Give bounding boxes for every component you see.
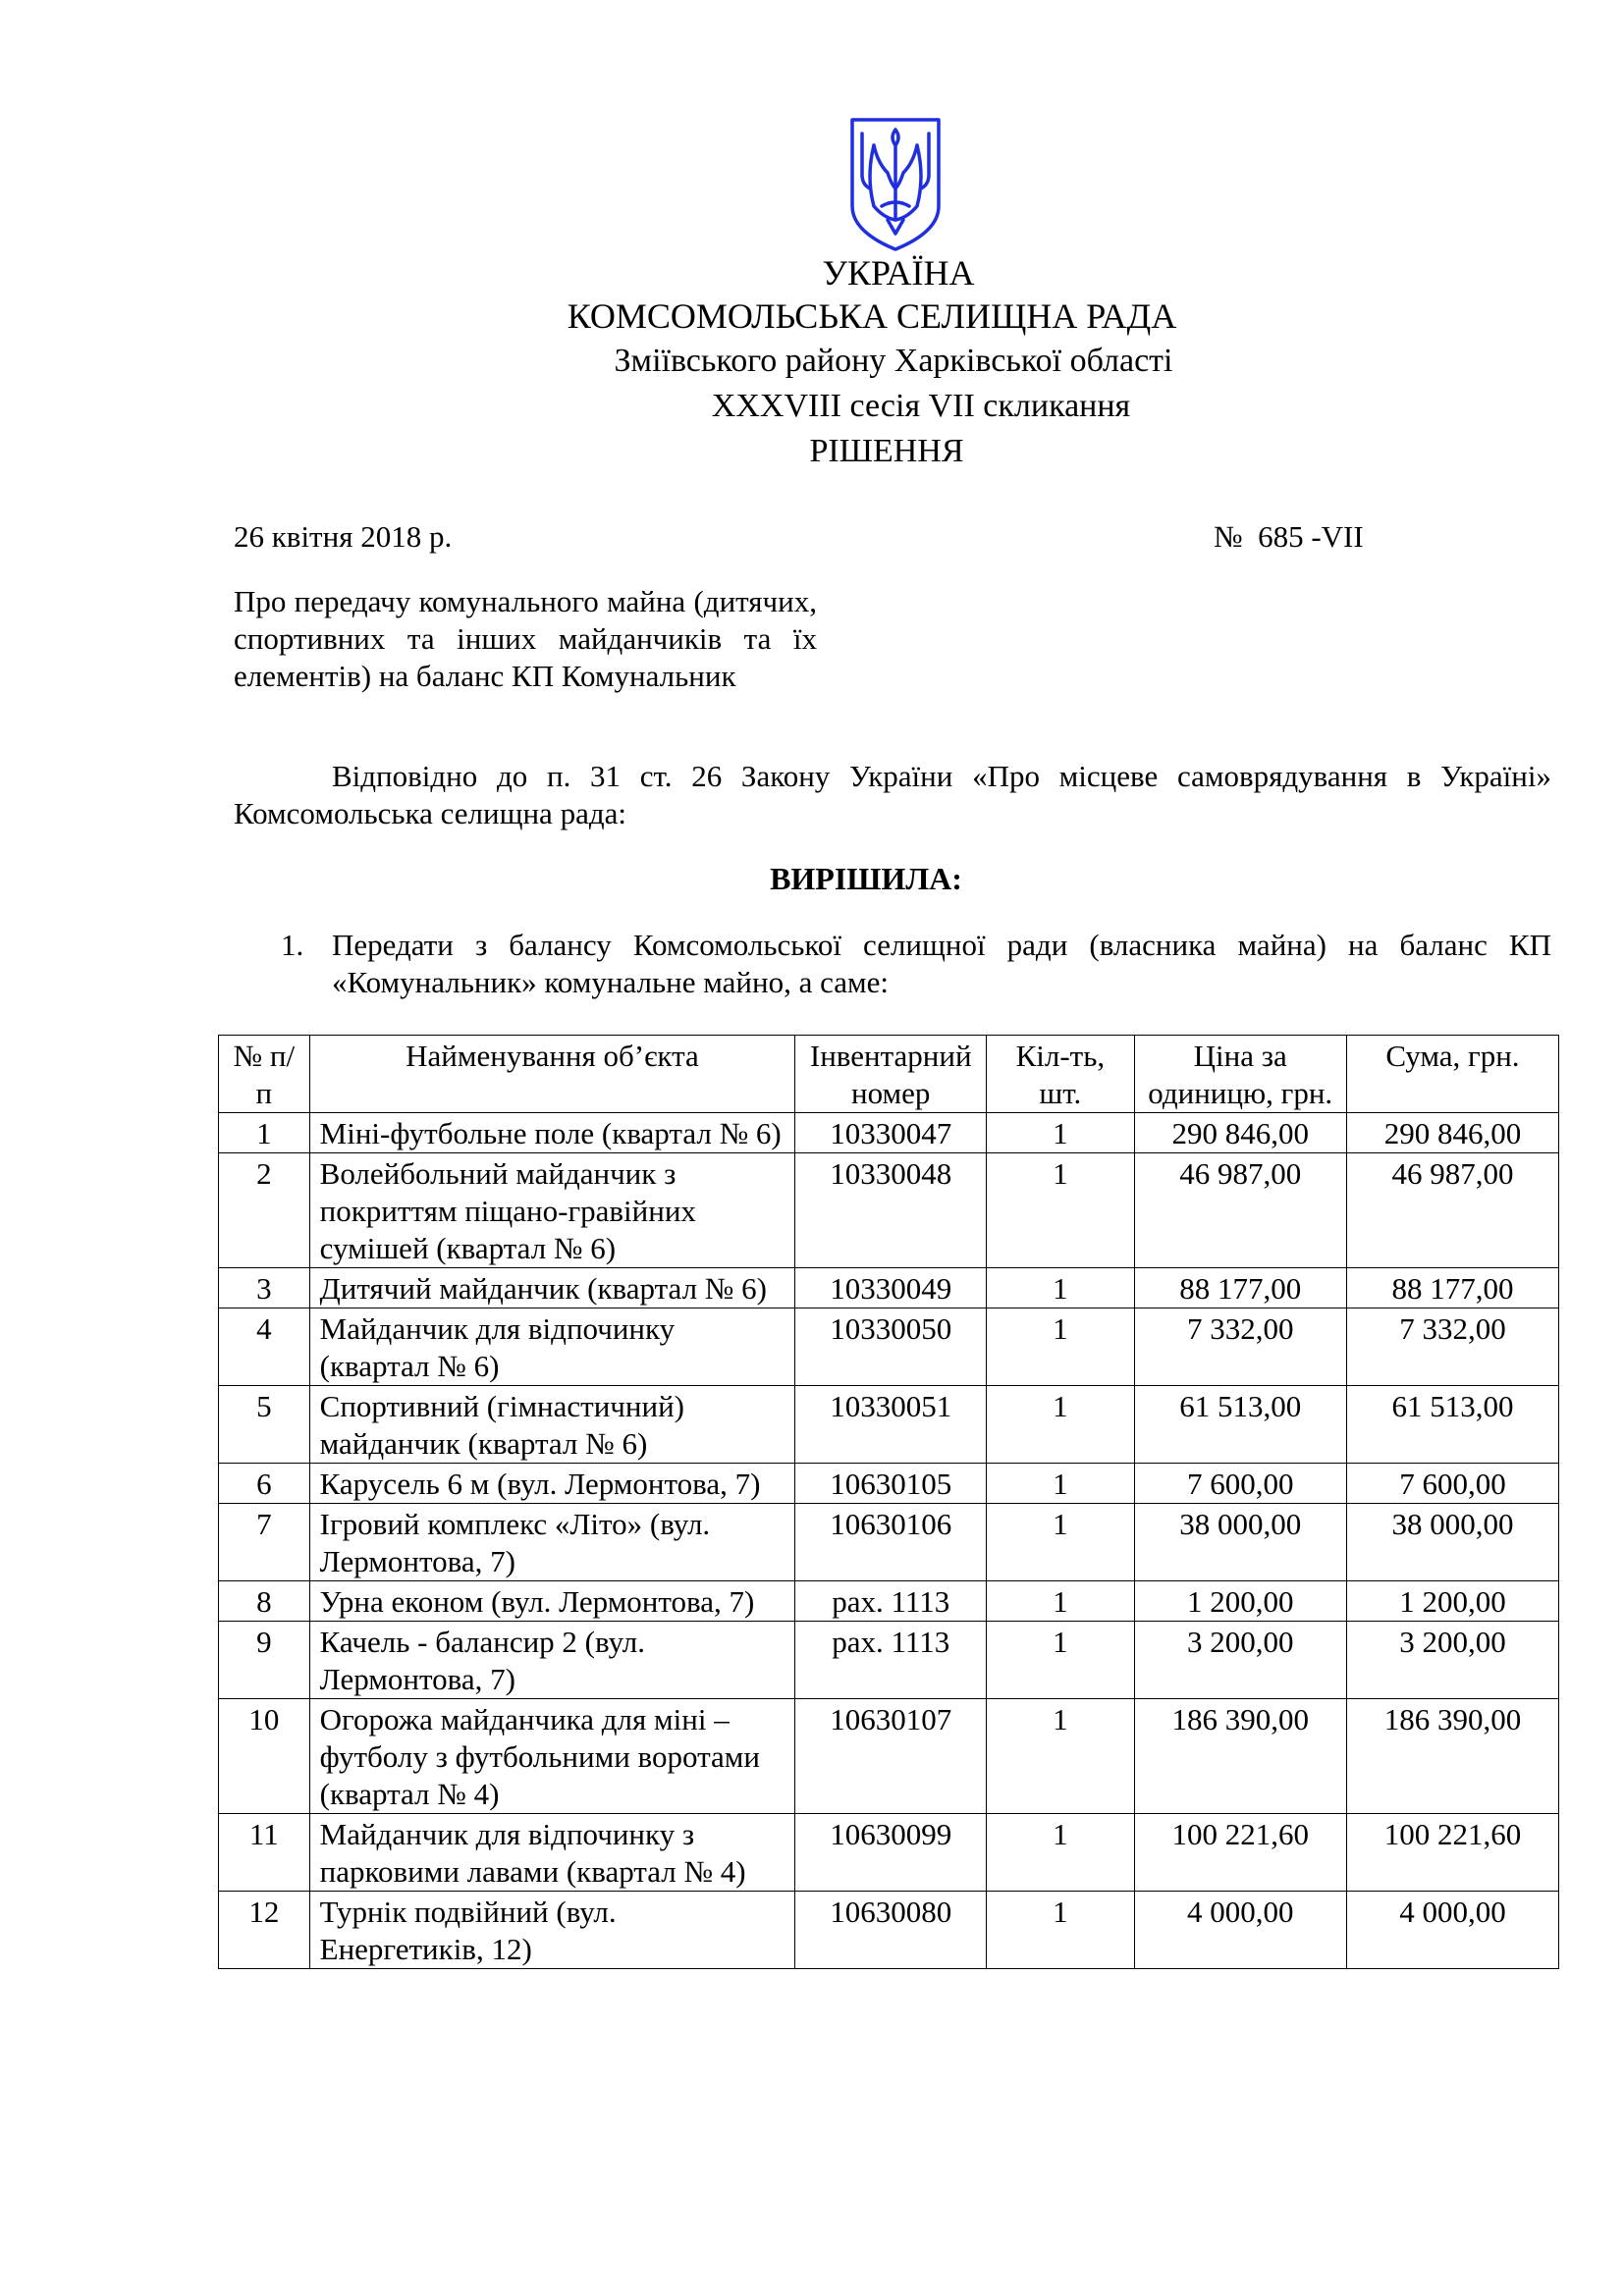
row-name: Карусель 6 м (вул. Лермонтова, 7)	[309, 1464, 795, 1504]
row-inv: 10630106	[795, 1504, 987, 1581]
session-title: XXXVIII сесія VII скликання	[711, 388, 1131, 424]
row-name: Ігровий комплекс «Літо» (вул. Лермонтова, 7)	[309, 1504, 795, 1581]
table-row	[219, 1622, 1559, 1699]
row-num: 4	[219, 1308, 310, 1386]
table-row	[219, 1892, 1559, 1969]
row-sum: 186 390,00	[1346, 1699, 1558, 1814]
row-inv: 10330050	[795, 1308, 987, 1386]
row-num: 12	[219, 1892, 310, 1969]
row-sum: 7 600,00	[1346, 1464, 1558, 1504]
row-qty: 1	[987, 1622, 1134, 1699]
council-title: КОМСОМОЛЬСЬКА СЕЛИЩНА РАДА	[567, 296, 1177, 336]
row-price: 1 200,00	[1134, 1581, 1346, 1622]
row-qty: 1	[987, 1386, 1134, 1464]
row-inv: рах. 1113	[795, 1581, 987, 1622]
row-price: 7 332,00	[1134, 1308, 1346, 1386]
row-price: 290 846,00	[1134, 1113, 1346, 1153]
row-sum: 7 332,00	[1346, 1308, 1558, 1386]
row-qty: 1	[987, 1308, 1134, 1386]
row-num: 8	[219, 1581, 310, 1622]
row-inv: 10630107	[795, 1699, 987, 1814]
decision-number: № 685 -VII	[1214, 519, 1364, 554]
row-price: 4 000,00	[1134, 1892, 1346, 1969]
country-title: УКРАЇНА	[822, 253, 975, 293]
table-row	[219, 1581, 1559, 1622]
table-row	[219, 1386, 1559, 1464]
row-name: Урна економ (вул. Лермонтова, 7)	[309, 1581, 795, 1622]
table-header-row	[219, 1036, 1559, 1113]
row-price: 3 200,00	[1134, 1622, 1346, 1699]
row-name: Спортивний (гімнастичний) майданчик (квартал № 6)	[309, 1386, 795, 1464]
row-name: Турнік подвійний (вул. Енергетиків, 12)	[309, 1892, 795, 1969]
row-qty: 1	[987, 1113, 1134, 1153]
resolution-item-number: 1.	[281, 928, 304, 962]
row-name: Волейбольний майданчик з покриттям піщано-гравійних сумішей (квартал № 6)	[309, 1153, 795, 1268]
row-num: 1	[219, 1113, 310, 1153]
assets-table	[218, 1035, 1559, 1969]
resolved-heading: ВИРІШИЛА:	[770, 861, 962, 896]
resolution-item	[281, 927, 1551, 1001]
resolution-item-text: Передати з балансу Комсомольської селищної ради (власника майна) на баланс КП «Комунальник» комунальне майно, а саме:	[332, 928, 1551, 999]
row-price: 88 177,00	[1134, 1268, 1346, 1308]
table-row	[219, 1699, 1559, 1814]
row-num: 7	[219, 1504, 310, 1581]
row-name: Майданчик для відпочинку (квартал № 6)	[309, 1308, 795, 1386]
row-inv: 10630080	[795, 1892, 987, 1969]
header-name: Найменування об’єкта	[309, 1036, 795, 1113]
row-inv: 10630099	[795, 1814, 987, 1892]
row-qty: 1	[987, 1268, 1134, 1308]
row-price: 186 390,00	[1134, 1699, 1346, 1814]
row-num: 9	[219, 1622, 310, 1699]
row-qty: 1	[987, 1892, 1134, 1969]
coat-of-arms-icon	[848, 116, 943, 253]
row-num: 11	[219, 1814, 310, 1892]
row-qty: 1	[987, 1814, 1134, 1892]
row-sum: 100 221,60	[1346, 1814, 1558, 1892]
row-inv: 10630105	[795, 1464, 987, 1504]
row-sum: 3 200,00	[1346, 1622, 1558, 1699]
document-type: РІШЕННЯ	[809, 433, 964, 469]
row-num: 3	[219, 1268, 310, 1308]
row-inv: 10330048	[795, 1153, 987, 1268]
row-sum: 46 987,00	[1346, 1153, 1558, 1268]
row-qty: 1	[987, 1699, 1134, 1814]
table-row	[219, 1504, 1559, 1581]
row-num: 2	[219, 1153, 310, 1268]
header-num: № п/п	[219, 1036, 310, 1113]
table-row	[219, 1814, 1559, 1892]
row-price: 46 987,00	[1134, 1153, 1346, 1268]
row-inv: 10330051	[795, 1386, 987, 1464]
header-qty: Кіл-ть, шт.	[987, 1036, 1134, 1113]
header-inv: Інвентарний номер	[795, 1036, 987, 1113]
row-price: 61 513,00	[1134, 1386, 1346, 1464]
row-qty: 1	[987, 1504, 1134, 1581]
row-sum: 290 846,00	[1346, 1113, 1558, 1153]
header-price: Ціна за одиницю, грн.	[1134, 1036, 1346, 1113]
row-name: Огорожа майданчика для міні – футболу з футбольними воротами (квартал № 4)	[309, 1699, 795, 1814]
table-row	[219, 1153, 1559, 1268]
row-qty: 1	[987, 1464, 1134, 1504]
legal-basis: Відповідно до п. 31 ст. 26 Закону України «Про місцеве самоврядування в Україні» Комсомольська селищна рада:	[234, 759, 1551, 830]
row-qty: 1	[987, 1581, 1134, 1622]
header-sum: Сума, грн.	[1346, 1036, 1558, 1113]
district-title: Зміївського району Харківської області	[614, 343, 1173, 379]
row-num: 6	[219, 1464, 310, 1504]
row-sum: 61 513,00	[1346, 1386, 1558, 1464]
row-name: Качель - балансир 2 (вул. Лермонтова, 7)	[309, 1622, 795, 1699]
decision-date: 26 квітня 2018 р.	[234, 519, 453, 554]
row-sum: 38 000,00	[1346, 1504, 1558, 1581]
row-inv: 10330049	[795, 1268, 987, 1308]
table-row	[219, 1308, 1559, 1386]
row-price: 38 000,00	[1134, 1504, 1346, 1581]
row-price: 7 600,00	[1134, 1464, 1346, 1504]
row-sum: 4 000,00	[1346, 1892, 1558, 1969]
table-row	[219, 1464, 1559, 1504]
row-num: 10	[219, 1699, 310, 1814]
row-inv: рах. 1113	[795, 1622, 987, 1699]
decision-subject: Про передачу комунального майна (дитячих, спортивних та інших майданчиків та їх елементів) на баланс КП Комунальник	[234, 584, 817, 693]
row-price: 100 221,60	[1134, 1814, 1346, 1892]
row-sum: 1 200,00	[1346, 1581, 1558, 1622]
row-sum: 88 177,00	[1346, 1268, 1558, 1308]
table-row	[219, 1113, 1559, 1153]
row-name: Дитячий майданчик (квартал № 6)	[309, 1268, 795, 1308]
row-num: 5	[219, 1386, 310, 1464]
row-inv: 10330047	[795, 1113, 987, 1153]
table-row	[219, 1268, 1559, 1308]
row-name: Майданчик для відпочинку з парковими лавами (квартал № 4)	[309, 1814, 795, 1892]
row-name: Міні-футбольне поле (квартал № 6)	[309, 1113, 795, 1153]
row-qty: 1	[987, 1153, 1134, 1268]
